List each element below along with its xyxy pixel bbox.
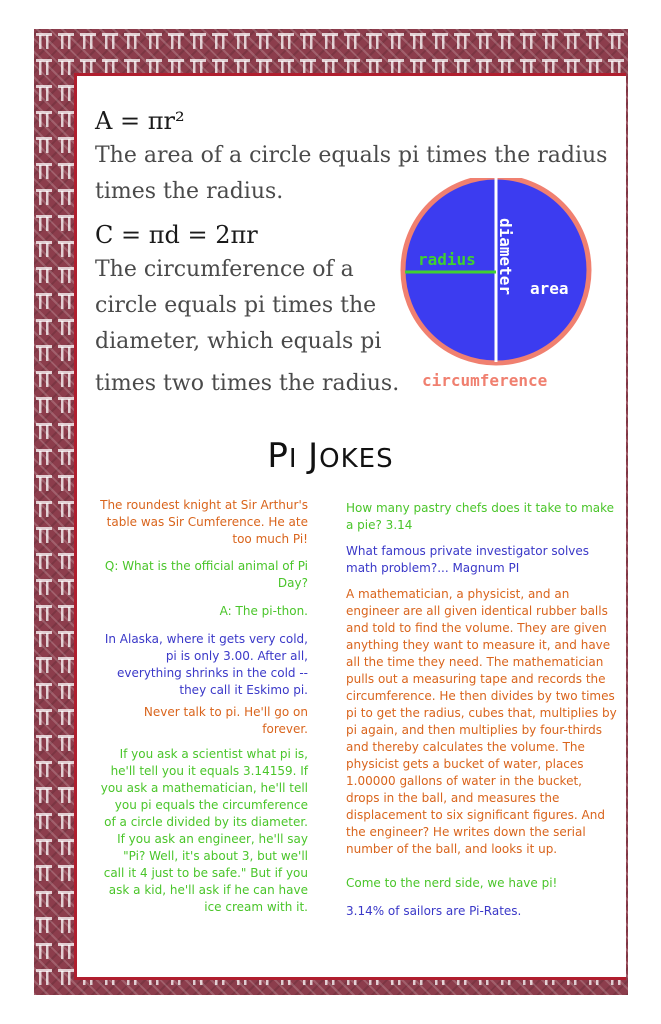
joke-item: Never talk to pi. He'll go on forever. — [143, 705, 308, 736]
joke-item: How many pastry chefs does it take to make a pie? 3.14 — [346, 501, 615, 532]
circumference-description-line: The circumference of a — [95, 257, 354, 282]
joke-item: The roundest knight at Sir Arthur's table was Sir Cumference. He ate too much Pi! — [100, 498, 308, 546]
circumference-label: circumference — [422, 371, 548, 390]
diameter-label: diameter — [496, 218, 515, 296]
area-description-line: times the radius. — [95, 179, 284, 204]
joke-item: Q: What is the official animal of Pi Day? — [104, 559, 308, 590]
joke-item: If you ask a scientist what pi is, he'll tell you it equals 3.14159. If you ask a mathematician, he'll tell you pi equals the circumference of a circle divided by its diameter. If you ask an engineer, he'll say "Pi? Well, it's about 3, but we'll call it 4 just to be safe." But if you ask a kid, he'll ask if he can have ice cream with it. — [100, 747, 308, 914]
circumference-description-line: diameter, which equals pi — [95, 329, 382, 354]
radius-label: radius — [418, 250, 476, 269]
joke-item: 3.14% of sailors are Pi-Rates. — [346, 904, 522, 918]
area-label: area — [530, 279, 569, 298]
circumference-description-line: circle equals pi times the — [95, 293, 377, 318]
circle-diagram — [392, 178, 602, 394]
area-description-line: The area of a circle equals pi times the radius — [95, 143, 608, 168]
area-formula: A = πr² — [95, 107, 185, 135]
joke-item: A mathematician, a physicist, and an engineer are all given identical rubber balls and told to find the volume. They are given anything they want to measure it, and have all the time they need. The mathematician pulls out a measuring tape and records the circumference. He then divides by two times pi to get the radius, cubes that, multiplies by pi again, and then multiplies by four-thirds and thereby calculates the volume. The physicist gets a bucket of water, places 1.00000 gallons of water in the bucket, drops in the ball, and measures the displacement to six significant figures. And the engineer? He writes down the serial number of the ball, and looks it up. — [346, 587, 617, 856]
joke-item: A: The pi-thon. — [219, 604, 308, 618]
joke-item: Come to the nerd side, we have pi! — [346, 876, 558, 890]
circumference-formula: C = πd = 2πr — [95, 221, 258, 249]
joke-item: In Alaska, where it gets very cold, pi is only 3.00. After all, everything shrinks in the cold -- they call it Eskimo pi. — [104, 632, 308, 697]
circumference-description-line: times two times the radius. — [95, 371, 400, 396]
section-title: PI JOKES — [267, 436, 394, 476]
circumference-description — [95, 252, 405, 402]
joke-item: What famous private investigator solves math problem?... Magnum PI — [346, 544, 590, 575]
